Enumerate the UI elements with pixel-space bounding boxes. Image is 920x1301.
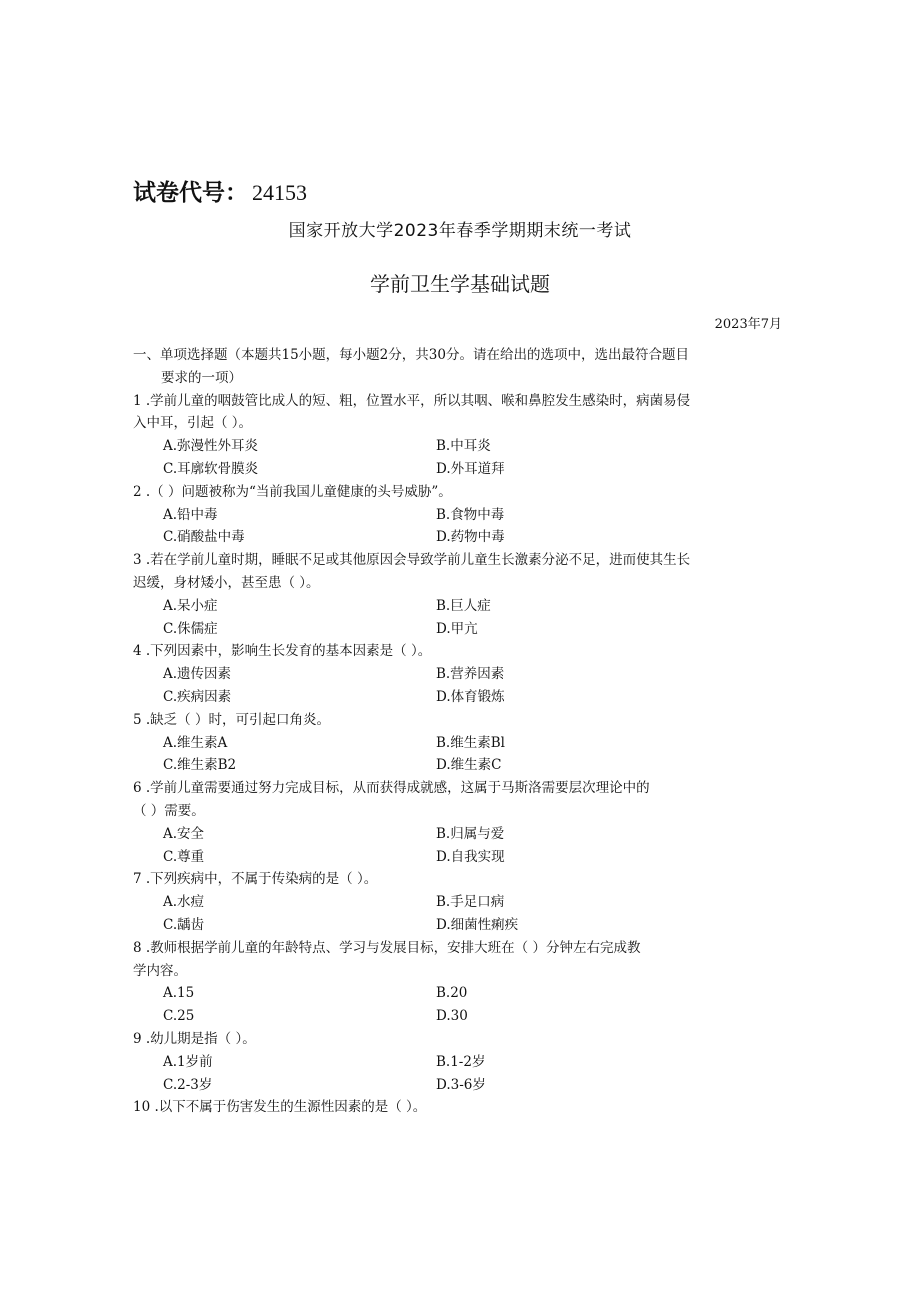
question-6-stem-2: （ ）需要。 <box>133 802 205 819</box>
question-9-option-a: A.1岁前 <box>163 1053 213 1070</box>
exam-date: 2023年7月 <box>714 317 782 332</box>
question-3-stem-2: 迟缓，身材矮小，甚至患（ ）。 <box>133 574 320 591</box>
question-6-option-a: A.安全 <box>163 825 205 842</box>
question-2-option-a: A.铅中毒 <box>163 506 218 523</box>
question-6-option-b: B.归属与爱 <box>436 825 505 842</box>
question-5-option-c: C.维生素B2 <box>163 757 237 774</box>
question-1-option-b: B.中耳炎 <box>436 438 491 455</box>
subject-title: 学前卫生学基础试题 <box>370 272 550 296</box>
question-3-stem-1: 3 .若在学前儿童时期，睡眠不足或其他原因会导致学前儿童生长激素分泌不足，进而使其生长 <box>133 552 691 569</box>
section-heading-cont: 要求的一项） <box>161 369 242 386</box>
question-6-option-d: D.自我实现 <box>436 848 505 865</box>
question-7-option-a: A.水痘 <box>163 894 205 911</box>
question-8-option-b: B.20 <box>436 985 468 1002</box>
question-7-option-c: C.龋齿 <box>163 916 205 933</box>
section-heading: 一、单项选择题（本题共15小题，每小题2分，共30分。请在给出的选项中，选出最符合题目 <box>133 347 689 363</box>
question-1-option-c: C.耳廓软骨膜炎 <box>163 460 259 477</box>
question-10-stem-1: 10 .以下不属于伤害发生的生源性因素的是（ ）。 <box>133 1099 427 1116</box>
paper-code <box>133 174 307 207</box>
question-5-option-b: B.维生素Bl <box>436 734 505 751</box>
question-8-stem-1: 8 .教师根据学前儿童的年龄特点、学习与发展目标，安排大班在（ ）分钟左右完成教 <box>133 939 641 956</box>
question-3-option-a: A.呆小症 <box>163 597 218 614</box>
question-5-stem-1: 5 .缺乏（ ）时，可引起口角炎。 <box>133 711 330 728</box>
question-3-option-b: B.巨人症 <box>436 597 491 614</box>
question-6-stem-1: 6 .学前儿童需要通过努力完成目标，从而获得成就感，这属于马斯洛需要层次理论中的 <box>133 780 650 797</box>
exam-title: 国家开放大学2023年春季学期期末统一考试 <box>288 221 632 241</box>
question-1-stem-1: 1 .学前儿童的咽鼓管比成人的短、粗，位置水平，所以其咽、喉和鼻腔发生感染时，病菌易侵 <box>133 392 691 409</box>
question-4-option-b: B.营养因素 <box>436 666 505 683</box>
paper-code-number: 24153 <box>252 180 307 205</box>
question-4-stem-1: 4 .下列因素中，影响生长发育的基本因素是（ ）。 <box>133 643 432 660</box>
question-8-stem-2: 学内容。 <box>133 962 187 979</box>
paper-code-label: 试卷代号： <box>133 180 248 206</box>
exam-content <box>133 344 785 1119</box>
question-5-option-d: D.维生素C <box>436 757 502 774</box>
question-8-option-a: A.15 <box>163 985 195 1002</box>
question-8-option-c: C.25 <box>163 1008 195 1025</box>
question-1-option-d: D.外耳道拜 <box>436 460 505 477</box>
question-2-option-c: C.硝酸盐中毒 <box>163 529 245 546</box>
question-7-option-b: B.手足口病 <box>436 894 505 911</box>
question-9-stem-1: 9 .幼儿期是指（ ）。 <box>133 1030 256 1047</box>
question-4-option-a: A.遗传因素 <box>163 666 232 683</box>
question-2-stem-1: 2 .（ ）问题被称为“当前我国儿童健康的头号威胁”。 <box>133 483 452 500</box>
question-9-option-b: B.1-2岁 <box>436 1053 486 1070</box>
question-7-stem-1: 7 .下列疾病中，不属于传染病的是（ ）。 <box>133 871 378 888</box>
question-4-option-d: D.体育锻炼 <box>436 688 505 705</box>
question-1-stem-2: 入中耳，引起（ ）。 <box>133 415 253 432</box>
question-8-option-d: D.30 <box>436 1008 468 1025</box>
question-3-option-d: D.甲亢 <box>436 620 478 637</box>
question-7-option-d: D.细菌性痢疾 <box>436 916 519 933</box>
question-9-option-d: D.3-6岁 <box>436 1076 486 1093</box>
question-2-option-b: B.食物中毒 <box>436 506 505 523</box>
question-4-option-c: C.疾病因素 <box>163 688 232 705</box>
question-9-option-c: C.2-3岁 <box>163 1076 213 1093</box>
question-1-option-a: A.弥漫性外耳炎 <box>163 438 259 455</box>
question-2-option-d: D.药物中毒 <box>436 529 505 546</box>
question-3-option-c: C.侏儒症 <box>163 620 218 637</box>
question-6-option-c: C.尊重 <box>163 848 205 865</box>
question-5-option-a: A.维生素A <box>163 734 228 751</box>
